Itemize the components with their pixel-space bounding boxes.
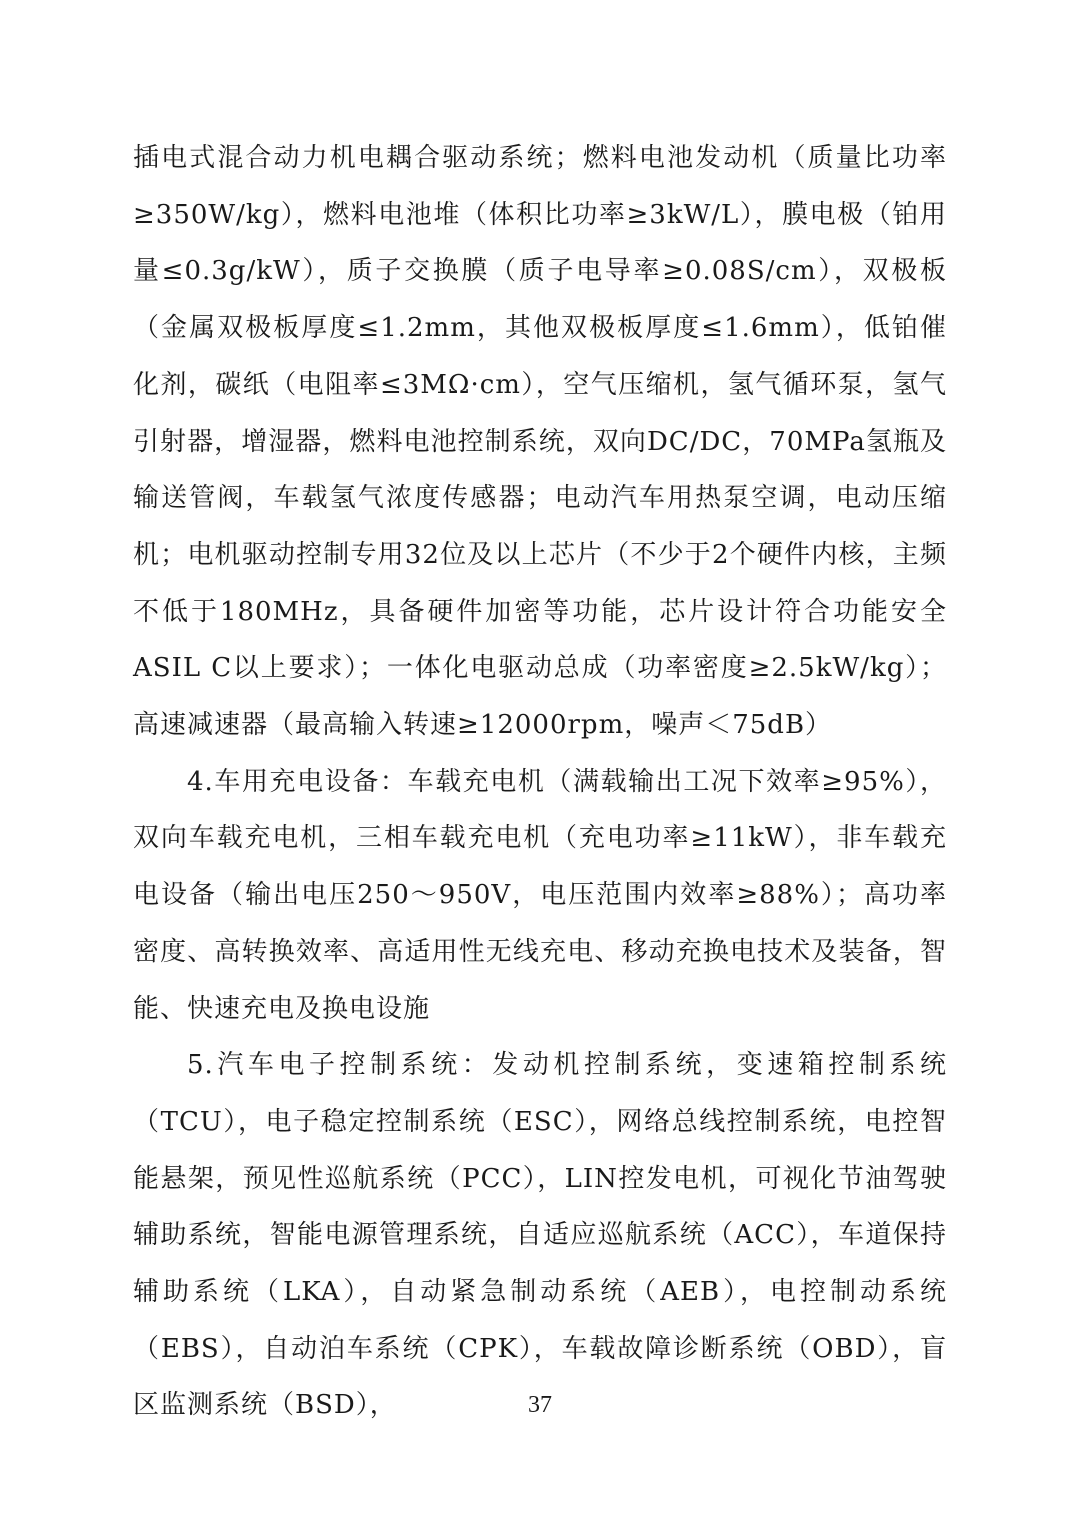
paragraph-vehicle-charging-equipment: 4.车用充电设备：车载充电机（满载输出工况下效率≥95%），双向车载充电机，三相车载充电机（充电功率≥11kW），非车载充电设备（输出电压250～950V，电压范围内效率≥88%）；高功率密度、高转换效率、高适用性无线充电、移动充换电技术及装备，智能、快速充电及换电设施 bbox=[133, 766, 947, 1024]
paragraph-continuation: 插电式混合动力机电耦合驱动系统；燃料电池发动机（质量比功率≥350W/kg），燃料电池堆（体积比功率≥3kW/L），膜电极（铂用量≤0.3g/kW），质子交换膜（质子电导率≥0.08S/cm），双极板（金属双极板厚度≤1.2mm，其他双极板厚度≤1.6mm），低铂催化剂，碳纸（电阻率≤3MΩ·cm），空气压缩机，氢气循环泵，氢气引射器，增湿器，燃料电池控制系统，双向DC/DC，70MPa氢瓶及输送管阀，车载氢气浓度传感器；电动汽车用热泵空调，电动压缩机；电机驱动控制专用32位及以上芯片（不少于2个硬件内核，主频不低于180MHz，具备硬件加密等功能，芯片设计符合功能安全ASIL C以上要求）；一体化电驱动总成（功率密度≥2.5kW/kg）；高速减速器（最高输入转速≥12000rpm，噪声＜75dB） bbox=[133, 143, 947, 741]
page-number: 37 bbox=[528, 1392, 552, 1418]
paragraph-automotive-electronic-control: 5.汽车电子控制系统：发动机控制系统，变速箱控制系统（TCU），电子稳定控制系统（ESC），网络总线控制系统，电控智能悬架，预见性巡航系统（PCC），LIN控发电机，可视化节油驾驶辅助系统，智能电源管理系统，自适应巡航系统（ACC），车道保持辅助系统（LKA），自动紧急制动系统（AEB），电控制动系统（EBS），自动泊车系统（CPK），车载故障诊断系统（OBD），盲区监测系统（BSD）， bbox=[133, 1050, 947, 1421]
body-text bbox=[133, 130, 947, 1434]
